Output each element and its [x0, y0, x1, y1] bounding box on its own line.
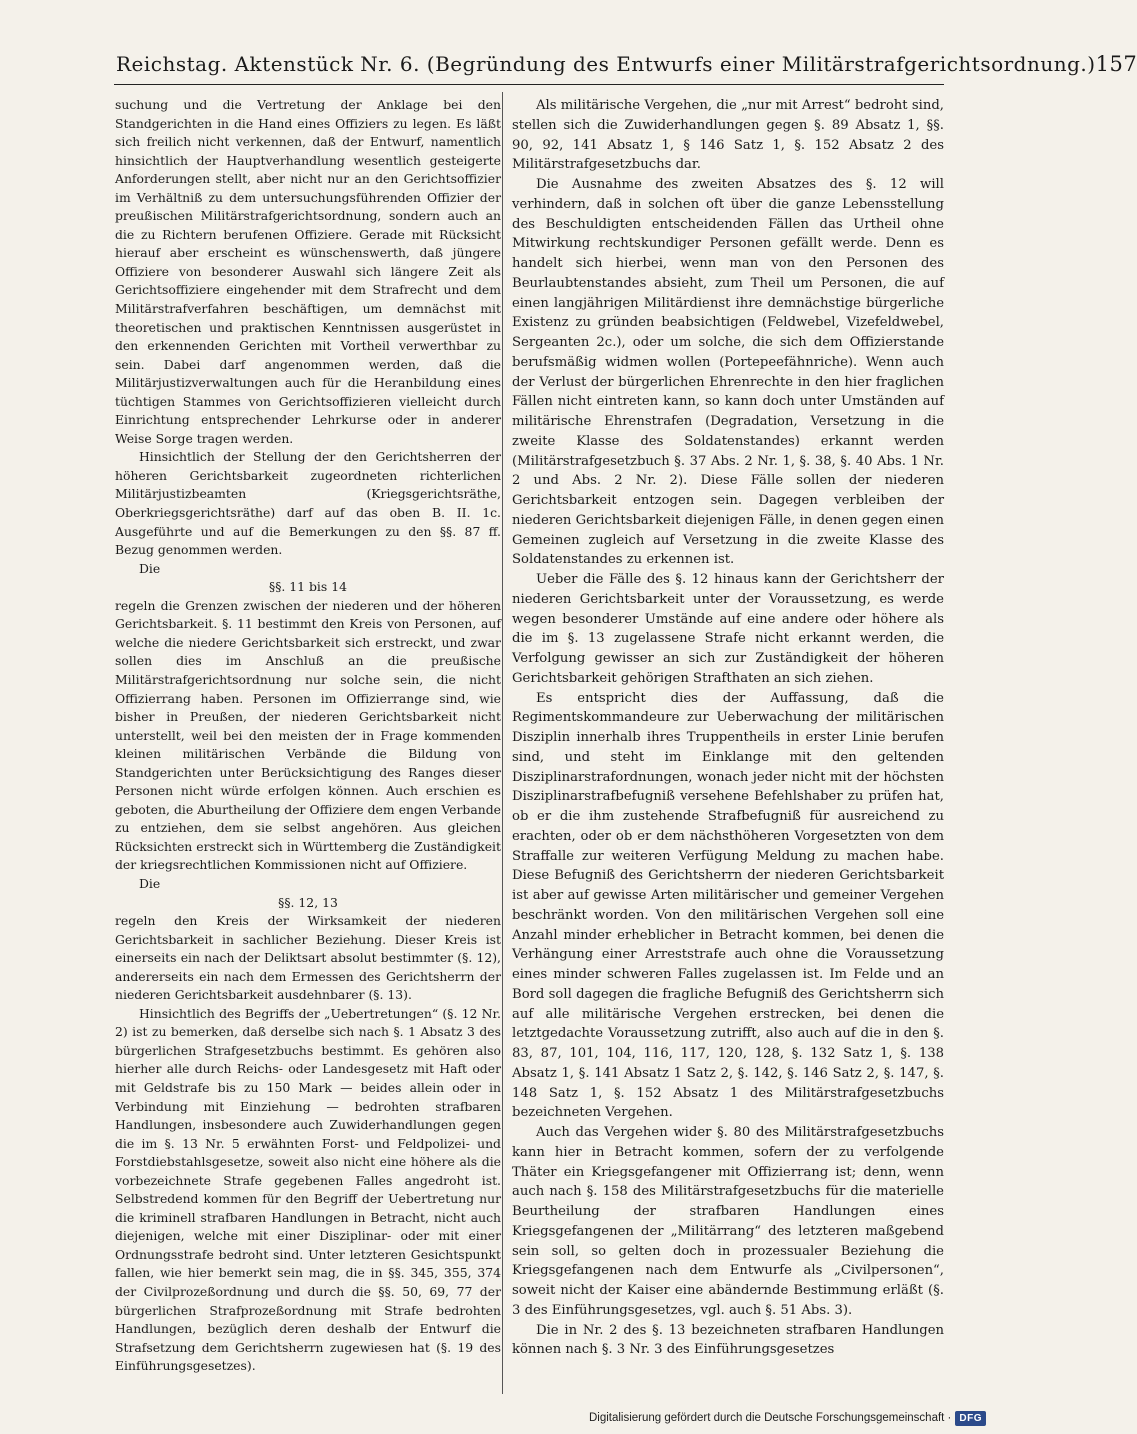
header-rule	[114, 84, 944, 85]
paragraph: Es entspricht dies der Auffassung, daß die Regimentskommandeure zur Ueberwachung der militärischen Disziplin innerhalb ihres Truppentheils in erster Linie berufen sind, und steht im Einklange mit den geltenden Disziplinarstrafordnungen, wonach jeder nicht mit der höchsten Disziplinarstrafbefugniß versehene Befehlshaber zu prüfen hat, ob er die ihm zustehende Strafbefugniß für ausreichend zu erachten, oder ob er dem nächsthöheren Vorgesetzten von dem Straffalle zur weiteren Verfügung Meldung zu machen habe. Diese Befugniß des Gerichtsherrn der niederen Gerichtsbarkeit ist aber auf gewisse Arten militärischer und gemeiner Vergehen beschränkt worden. Von den militärischen Vergehen soll eine Anzahl minder erheblicher in Betracht kommen, bei denen die Verhängung einer Arreststrafe auch ohne die Voraussetzung eines minder schweren Falles zugelassen ist. Im Felde und an Bord soll dagegen die fragliche Befugniß des Gerichtsherrn sich auf alle militärische Vergehen erstrecken, bei denen die letztgedachte Voraussetzung zutrifft, also auch auf die in den §. 83, 87, 101, 104, 116, 117, 120, 128, §. 132 Satz 1, §. 138 Absatz 1, §. 141 Absatz 1 Satz 2, §. 142, §. 146 Satz 2, §. 147, §. 148 Satz 1, §. 152 Absatz 1 des Militärstrafgesetzbuchs bezeichneten Vergehen.	[512, 690, 944, 1121]
paragraph: Die Ausnahme des zweiten Absatzes des §. 12 will verhindern, daß in solchen oft über die ganze Lebensstellung des Beschuldigten entscheidenden Fällen das Urtheil ohne Mitwirkung rechtskundiger Personen gefällt werde. Denn es handelt sich hierbei, wenn man von den Personen des Beurlaubtenstandes absieht, zum Theil um Personen, die auf einen langjährigen Militärdienst ihre demnächstige bürgerliche Existenz zu gründen beabsichtigen (Feldwebel, Vizefeldwebel, Sergeanten 2c.), oder um solche, die sich dem Offizierstande berufsmäßig widmen wollen (Portepeefähnriche). Wenn auch der Verlust der bürgerlichen Ehrenrechte in den hier fraglichen Fällen nicht eintreten kann, so kann doch unter Umständen auf militärische Ehrenstrafen (Degradation, Versetzung in die zweite Klasse des Soldatenstandes) erkannt werden (Militärstrafgesetzbuch §. 37 Abs. 2 Nr. 1, §. 38, §. 40 Abs. 1 Nr. 2 und Abs. 2 Nr. 2). Diese Fälle sollen der niederen Gerichtsbarkeit entzogen sein. Dagegen verbleiben der niederen Gerichtsbarkeit diejenigen Fälle, in denen gegen einen Gemeinen zugleich auf Versetzung in die zweite Klasse des Soldatenstandes zu erkennen ist.	[512, 177, 944, 568]
paragraph: Auch das Vergehen wider §. 80 des Militärstrafgesetzbuchs kann hier in Betracht kommen, sofern der zu verfolgende Thäter ein Kriegsgefangener mit Offizierrang ist; denn, wenn auch nach §. 158 des Militärstrafgesetzbuchs für die materielle Beurtheilung der strafbaren Handlungen eines Kriegsgefangenen der „Militärrang“ des letzteren maßgebend sein soll, so gelten doch in prozessualer Beziehung die Kriegsgefangenen nach dem Entwurfe als „Civilpersonen“, soweit nicht der Kaiser eine abändernde Bestimmung erläßt (§. 3 des Einführungsgesetzes, vgl. auch §. 51 Abs. 3).	[512, 1125, 944, 1318]
footer	[589, 1408, 986, 1428]
paragraph: regeln den Kreis der Wirksamkeit der niederen Gerichtsbarkeit in sachlicher Beziehung. Dieser Kreis ist einerseits ein nach der Deliktsart absolut bestimmter (§. 12), andererseits ein nach dem Ermessen des Gerichtsherrn der niederen Gerichtsbarkeit ausdehnbarer (§. 13).	[115, 913, 501, 1003]
dfg-logo-icon: DFG	[955, 1411, 986, 1426]
paragraph: Die	[139, 875, 161, 891]
section-heading: §§. 11 bis 14	[269, 579, 347, 595]
paragraph: Ueber die Fälle des §. 12 hinaus kann der Gerichtsherr der niederen Gerichtsbarkeit unter der Voraussetzung, es werde wegen besonderer Umstände auf eine andere oder höhere als die im §. 13 zugelassene Strafe nicht erkannt werden, die Verfolgung gewisser an sich zur Zuständigkeit der höheren Gerichtsbarkeit gehörigen Strafthaten an sich ziehen.	[512, 572, 944, 686]
paragraph: Die in Nr. 2 des §. 13 bezeichneten strafbaren Handlungen können nach §. 3 Nr. 3 des Einführungsgesetzes	[512, 1322, 944, 1358]
paragraph: Hinsichtlich der Stellung der den Gerichtsherren der höheren Gerichtsbarkeit zugeordneten richterlichen Militärjustizbeamten (Kriegsgerichtsräthe, Oberkriegsgerichtsräthe) darf auf das oben B. II. 1c. Ausgeführte und auf die Bemerkungen zu den §§. 87 ff. Bezug genommen werden.	[115, 449, 501, 558]
paragraph: Hinsichtlich des Begriffs der „Uebertretungen“ (§. 12 Nr. 2) ist zu bemerken, daß derselbe sich nach §. 1 Absatz 3 des bürgerlichen Strafgesetzbuchs bestimmt. Es gehören also hierher alle durch Reichs- oder Landesgesetz mit Haft oder mit Geldstrafe bis zu 150 Mark — beides allein oder in Verbindung mit Einziehung — bedrohten strafbaren Handlungen, insbesondere auch Zuwiderhandlungen gegen die im §. 13 Nr. 5 erwähnten Forst- und Feldpolizei- und Forstdiebstahlsgesetze, soweit also nicht eine höhere als die vorbezeichnete Strafe gegebenen Falles angedroht ist. Selbstredend kommen für den Begriff der Uebertretung nur die kriminell strafbaren Handlungen in Betracht, nicht auch diejenigen, welche mit einer Disziplinar- oder mit einer Ordnungsstrafe bedroht sind. Unter letzteren Gesichtspunkt fallen, wie hier bemerkt sein mag, die in §§. 345, 355, 374 der Civilprozeßordnung und durch die §§. 50, 69, 77 der bürgerlichen Strafprozeßordnung mit Strafe bedrohten Handlungen, bezüglich deren deshalb der Entwurf die Strafsetzung dem Gerichtsherrn zugewiesen hat (§. 19 des Einführungsgesetzes).	[115, 1005, 501, 1374]
right-column	[512, 96, 944, 1360]
paragraph: suchung und die Vertretung der Anklage bei den Standgerichten in die Hand eines Offiziers zu legen. Es läßt sich freilich nicht verkennen, daß der Entwurf, namentlich hinsichtlich der Hauptverhandlung wesentlich gesteigerte Anforderungen stellt, aber nicht nur an den Gerichtsoffizier im Verhältniß zu dem untersuchungsführenden Offizier der preußischen Militärstrafgerichtsordnung, sondern auch an die zu Richtern berufenen Offiziere. Gerade mit Rücksicht hierauf aber erscheint es wünschenswerth, daß jüngere Offiziere von besonderer Auswahl sich längere Zeit als Gerichtsoffiziere eingehender mit dem Strafrecht und dem Militärstrafverfahren beschäftigen, um demnächst mit theoretischen und praktischen Kenntnissen ausgerüstet in den erkennenden Gerichten mit Vortheil verwerthbar zu sein. Dabei darf angenommen werden, daß die Militärjustizverwaltungen auch für die Heranbildung eines tüchtigen Stammes von Gerichtsoffizieren vielleicht durch Einrichtung entsprechender Lehrkurse oder in anderer Weise Sorge tragen werden.	[115, 97, 501, 446]
column-divider	[502, 92, 503, 1394]
left-column	[115, 96, 501, 1376]
page-number: 157	[1095, 52, 1137, 76]
section-heading: §§. 12, 13	[278, 894, 338, 910]
running-title: Reichstag. Aktenstück Nr. 6. (Begründung des Entwurfs einer Militärstrafgerichtsordnung.)	[116, 52, 1096, 76]
running-header	[116, 52, 1137, 92]
digitization-credit: Digitalisierung gefördert durch die Deutsche Forschungsgemeinschaft ·	[588, 1412, 952, 1424]
paragraph: Die	[139, 560, 161, 576]
paragraph: Als militärische Vergehen, die „nur mit Arrest“ bedroht sind, stellen sich die Zuwiderhandlungen gegen §. 89 Absatz 1, §§. 90, 92, 141 Absatz 1, § 146 Satz 1, §. 152 Absatz 2 des Militärstrafgesetzbuchs dar.	[512, 98, 944, 173]
paragraph: regeln die Grenzen zwischen der niederen und der höheren Gerichtsbarkeit. §. 11 bestimmt den Kreis von Personen, auf welche die niedere Gerichtsbarkeit sich erstreckt, und zwar sollen dies im Anschluß an die preußische Militärstrafgerichtsordnung nur solche sein, die nicht Offizierrang haben. Personen im Offizierrange sind, wie bisher in Preußen, der niederen Gerichtsbarkeit nicht unterstellt, weil bei den meisten der in Frage kommenden kleinen militärischen Verbände die Bildung von Standgerichten unter Berücksichtigung des Ranges dieser Personen nicht würde erfolgen können. Auch erschien es geboten, die Aburtheilung der Offiziere dem engen Verbande zu entziehen, dem sie selbst angehören. Aus gleichen Rücksichten erstreckt sich in Württemberg die Zuständigkeit der kriegsrechtlichen Kommissionen nicht auf Offiziere.	[115, 597, 501, 873]
